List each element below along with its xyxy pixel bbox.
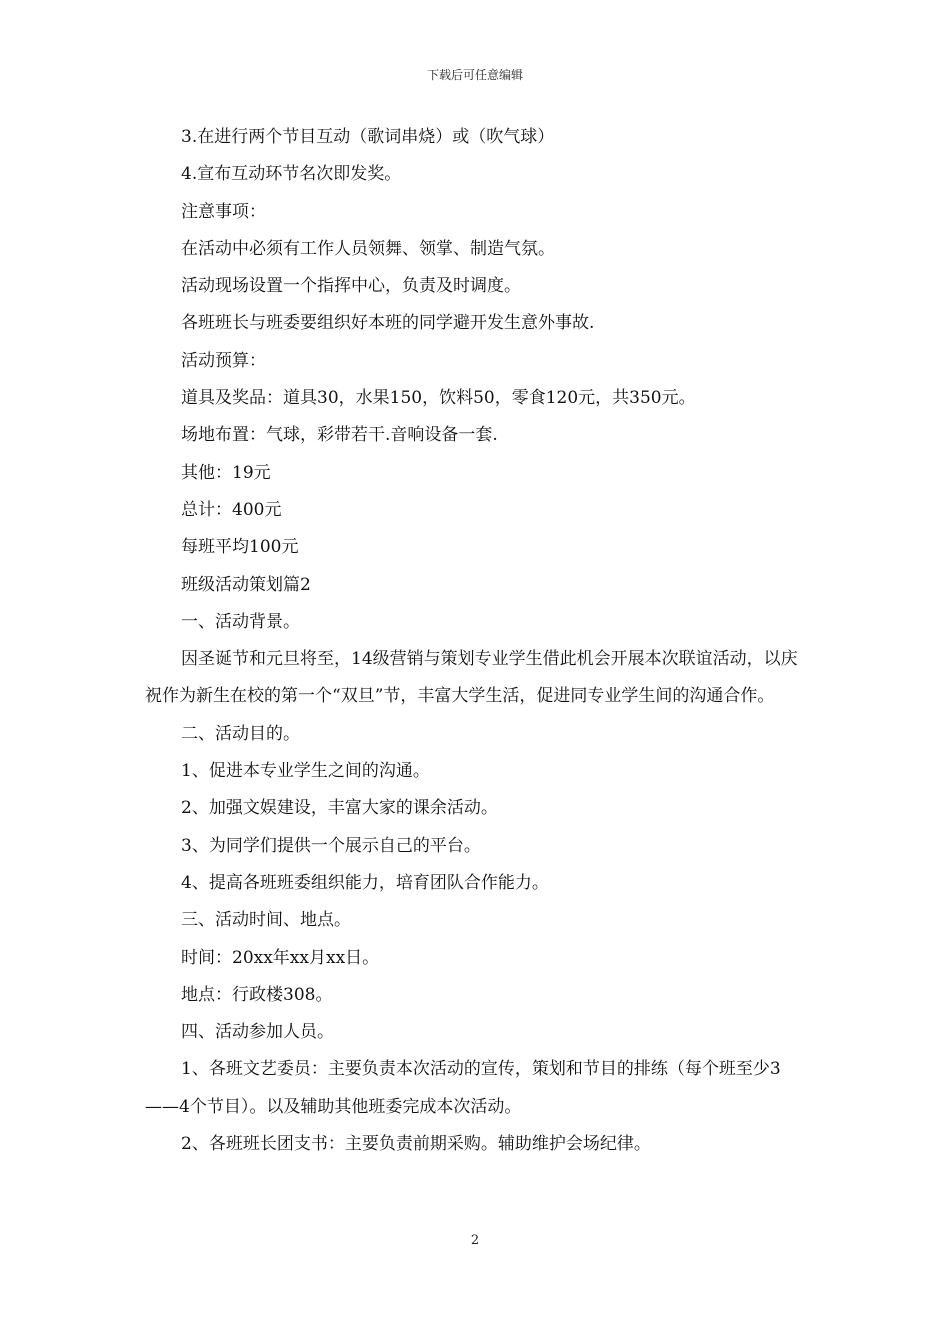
paragraph: 其他：19元 — [181, 462, 271, 483]
page-header: 下载后可任意编辑 — [426, 68, 523, 82]
paragraph: 因圣诞节和元旦将至，14级营销与策划专业学生借此机会开展本次联谊活动，以庆祝作为新生在校的第一个“双旦”节，丰富大学生活，促进同专业学生间的沟通合作。 — [145, 649, 798, 707]
paragraph: 4.宣布互动环节名次即发奖。 — [181, 164, 402, 185]
section-heading: 三、活动时间、地点。 — [181, 910, 351, 931]
section-heading: 二、活动目的。 — [181, 723, 300, 744]
document-body — [145, 119, 810, 1163]
list-item: 3、为同学们提供一个展示自己的平台。 — [181, 835, 481, 856]
paragraph: 活动现场设置一个指挥中心，负责及时调度。 — [181, 276, 521, 297]
list-item: 2、加强文娱建设，丰富大家的课余活动。 — [181, 798, 498, 819]
paragraph: 地点：行政楼308。 — [181, 984, 333, 1005]
paragraph: 时间：20xx年xx月xx日。 — [181, 947, 380, 968]
paragraph: 活动预算： — [181, 350, 266, 371]
section-heading: 四、活动参加人员。 — [181, 1022, 334, 1043]
section-heading: 一、活动背景。 — [181, 611, 300, 632]
paragraph: 道具及奖品：道具30，水果150，饮料50，零食120元，共350元。 — [181, 388, 696, 409]
paragraph: 在活动中必须有工作人员领舞、领掌、制造气氛。 — [181, 238, 555, 259]
paragraph: 注意事项： — [181, 201, 266, 222]
list-item: 2、各班班长团支书：主要负责前期采购。辅助维护会场纪律。 — [181, 1134, 651, 1155]
paragraph: 各班班长与班委要组织好本班的同学避开发生意外事故. — [181, 313, 595, 334]
section-title: 班级活动策划篇2 — [181, 574, 311, 595]
list-item: 4、提高各班班委组织能力，培育团队合作能力。 — [181, 872, 549, 893]
list-item: 1、各班文艺委员：主要负责本次活动的宣传，策划和节目的排练（每个班至少3——4个节目）。以及辅助其他班委完成本次活动。 — [145, 1059, 781, 1117]
list-item: 1、促进本专业学生之间的沟通。 — [181, 761, 430, 782]
paragraph: 3.在进行两个节目互动（歌词串烧）或（吹气球） — [181, 127, 555, 147]
paragraph: 每班平均100元 — [181, 537, 299, 558]
paragraph: 总计：400元 — [181, 499, 282, 520]
paragraph: 场地布置：气球，彩带若干.音响设备一套. — [181, 425, 498, 446]
page-number: 2 — [470, 1233, 480, 1248]
